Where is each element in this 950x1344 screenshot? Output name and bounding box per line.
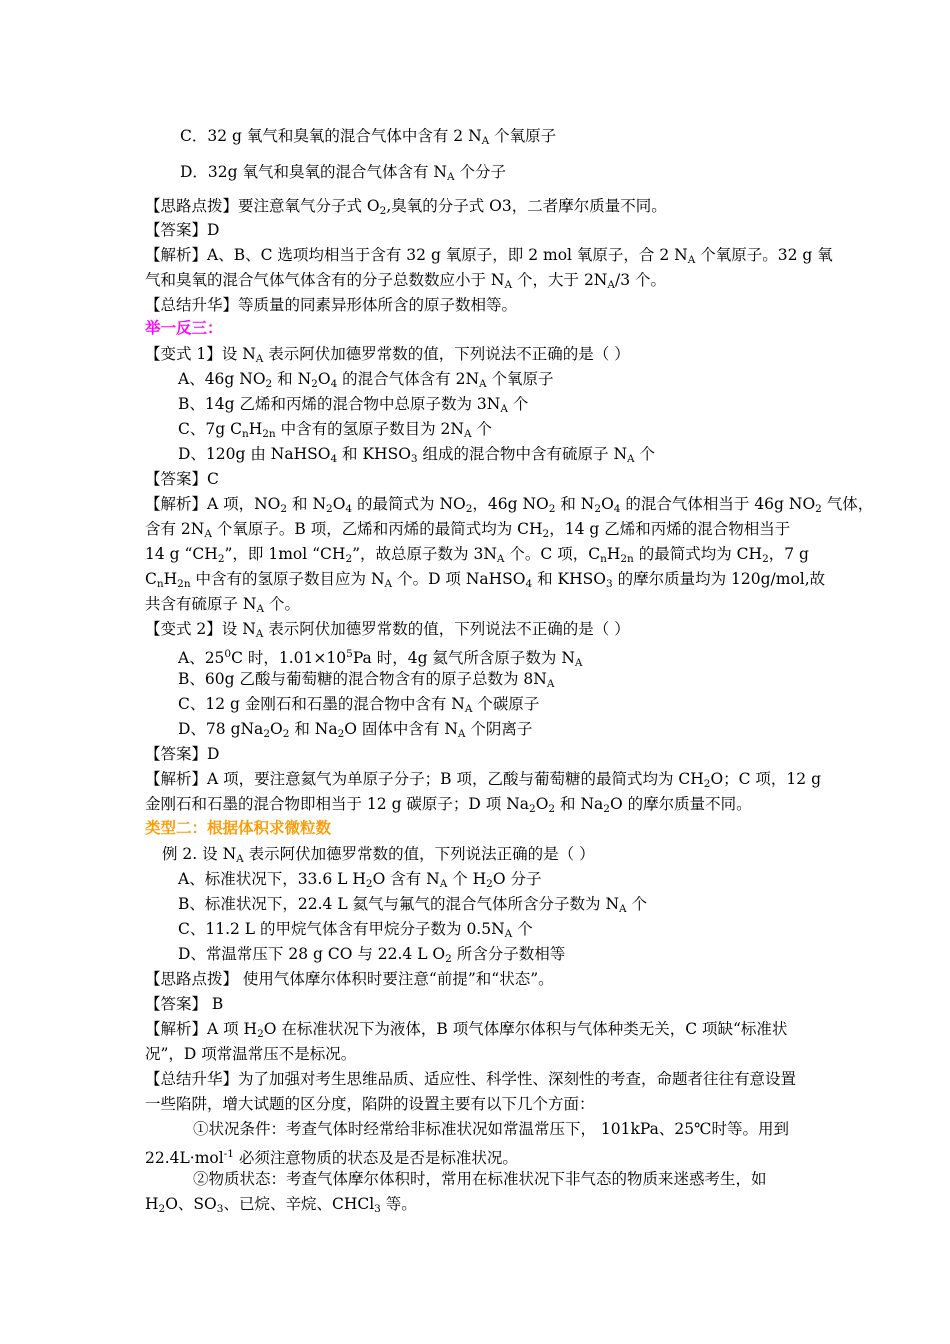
text-run: C、11.2 L 的甲烷气体含有甲烷分子数为 0.5N — [178, 920, 505, 938]
subscript: 2 — [548, 803, 556, 815]
text-line — [145, 1192, 417, 1221]
text-line — [145, 316, 223, 340]
text-run: 和 N — [287, 495, 327, 513]
subscript: 2 — [703, 778, 711, 790]
text-run: ②物质状态：考查气体摩尔体积时，常用在标准状况下非气态的物质来迷惑考生，如 — [193, 1170, 767, 1188]
subscript: n — [156, 578, 164, 590]
subscript: A — [504, 928, 513, 940]
text-run: 表示阿伏加德罗常数的值，下列说法不正确的是（ ） — [263, 620, 630, 638]
subscript: 4 — [525, 578, 533, 590]
text-run: 和 N — [272, 370, 312, 388]
text-line — [145, 1092, 595, 1116]
text-run: 类型二：根据体积求微粒数 — [145, 818, 332, 837]
subscript: n — [600, 553, 607, 565]
subscript: A — [447, 171, 455, 183]
subscript: A — [384, 578, 393, 590]
text-run: O 分子 — [492, 870, 542, 888]
text-run: H — [606, 545, 621, 563]
subscript: 2 — [465, 503, 473, 515]
subscript: 2 — [280, 503, 288, 515]
text-run: 22.4L·mol — [145, 1149, 224, 1167]
text-run: O；C 项，12 g — [710, 770, 822, 788]
text-run: 个 — [512, 920, 533, 938]
text-line — [145, 967, 554, 991]
text-run: 和 KHSO — [532, 570, 606, 588]
superscript: 0 — [224, 648, 232, 660]
text-line — [145, 467, 219, 491]
text-run: B、60g 乙酸与葡萄糖的混合物含有的原子总数为 8N — [178, 670, 547, 688]
text-run: O 在标准状况下为液体，B 项气体摩尔体积与气体种类无关，C 项缺“标准状 — [263, 1020, 788, 1038]
subscript: 2n — [620, 553, 634, 565]
text-run: 【解析】A 项，NO — [145, 495, 281, 513]
text-run: ”，故总原子数为 3N — [352, 545, 497, 563]
text-run: 个。D 项 NaHSO — [392, 570, 526, 588]
text-run: 的摩尔质量均为 120g/mol,故 — [612, 570, 826, 588]
text-run: 3 — [501, 197, 512, 215]
text-run: C、12 g 金刚石和石墨的混合物中含有 N — [178, 695, 465, 713]
text-run: D、78 gNa — [178, 720, 264, 738]
text-run: ，46g NO — [472, 495, 549, 513]
subscript: A — [607, 279, 615, 291]
text-run: 中含有的氢原子数目应为 N — [190, 570, 385, 588]
subscript: A — [464, 703, 473, 715]
subscript: A — [256, 603, 265, 615]
text-run: B、标准状况下，22.4 L 氦气与氟气的混合气体所含分子数为 N — [178, 895, 620, 913]
text-run: 【变式 2】设 N — [145, 620, 256, 638]
superscript: 5 — [346, 648, 353, 660]
text-run: 【解析】A、B、C 选项均相当于含有 32 g 氧原子，即 2 mol 氧原子，合 2 N — [145, 246, 688, 264]
text-run: O 含有 N — [372, 870, 440, 888]
text-run: 个 — [626, 895, 648, 913]
subscript: 3 — [374, 1203, 381, 1215]
subscript: n — [241, 428, 249, 440]
text-line — [145, 194, 667, 223]
text-run: 表示阿伏加德罗常数的值，下列说法正确的是（ ） — [243, 845, 595, 863]
subscript: A — [236, 853, 244, 865]
text-run: 【解析】A 项，要注意氦气为单原子分子；B 项，乙酸与葡萄糖的最简式均为 CH — [145, 770, 704, 788]
text-run: C — [145, 570, 157, 588]
text-line — [145, 1067, 796, 1091]
subscript: 2n — [177, 578, 191, 590]
subscript: 2 — [445, 953, 452, 965]
subscript: 3 — [410, 453, 418, 465]
text-run: B、14g 乙烯和丙烯的混合物中总原子数为 3N — [178, 395, 501, 413]
text-line — [145, 992, 223, 1016]
text-line — [180, 124, 556, 153]
text-run: 气和臭氧的混合气体气体含有的分子总数数应小于 N — [145, 271, 505, 289]
text-line — [193, 1117, 789, 1141]
subscript: 2 — [548, 503, 556, 515]
subscript: 2 — [158, 1203, 166, 1215]
text-run: 和 N — [555, 495, 595, 513]
subscript: A — [627, 453, 635, 465]
subscript: A — [619, 903, 627, 915]
text-run: 个 — [634, 445, 656, 463]
text-run: ”，即 1mol “CH — [224, 545, 346, 563]
subscript: 2 — [379, 205, 387, 217]
text-run: 14 g “CH — [145, 545, 218, 563]
subscript: 2 — [282, 728, 290, 740]
subscript: A — [457, 728, 466, 740]
subscript: 2 — [762, 553, 769, 565]
text-run: O 固体中含有 N — [344, 720, 458, 738]
text-run: C、7g C — [178, 420, 242, 438]
text-run: 金刚石和石墨的混合物即相当于 12 g 碳原子；D 项 Na — [145, 795, 530, 813]
text-run: 【答案】 B — [145, 995, 224, 1013]
text-run: 【变式 1】设 N — [145, 345, 256, 363]
subscript: 2 — [486, 878, 493, 890]
text-run: 【总结升华】为了加强对考生思维品质、适应性、科学性、深刻性的考查，命题者往往有意设置 — [145, 1070, 797, 1088]
text-run: 【答案】D — [145, 221, 220, 239]
text-run: O — [332, 495, 346, 513]
subscript: 2 — [311, 378, 318, 390]
subscript: A — [479, 378, 487, 390]
subscript: 4 — [330, 378, 338, 390]
text-run: O — [535, 795, 549, 813]
text-run: H — [248, 420, 263, 438]
text-run: 个 — [471, 420, 492, 438]
text-run: 的最简式为 NO — [352, 495, 466, 513]
text-run: 共含有硫原子 N — [145, 595, 257, 613]
text-run: A、46g NO — [178, 370, 266, 388]
text-run: D、120g 由 NaHSO — [178, 445, 331, 463]
subscript: A — [255, 628, 264, 640]
text-run: 【解析】A 项 H — [145, 1020, 258, 1038]
text-run: 必须注意物质的状态及是否是标准状况。 — [233, 1149, 518, 1167]
text-run: 例 2. 设 N — [162, 845, 237, 863]
text-line — [193, 1167, 767, 1191]
text-run: 气体， — [821, 495, 874, 513]
text-run: 个。C 项，C — [504, 545, 601, 563]
subscript: A — [500, 403, 508, 415]
text-run: 的最简式均为 CH — [633, 545, 763, 563]
text-run: 中含有的氢原子数目为 2N — [275, 420, 464, 438]
text-line — [145, 816, 331, 840]
text-run: 【答案】C — [145, 470, 219, 488]
text-run: ，二者摩尔质量不同。 — [511, 197, 667, 215]
subscript: 2 — [326, 503, 333, 515]
text-run: 的混合气体含有 2N — [337, 370, 480, 388]
subscript: 2 — [603, 803, 610, 815]
text-run: 一些陷阱，增大试题的区分度，陷阱的设置主要有以下几个方面： — [145, 1095, 595, 1113]
text-line — [145, 293, 517, 317]
text-run: 、已烷、辛烷、CHCl — [223, 1195, 375, 1213]
subscript: 2 — [257, 1028, 264, 1040]
subscript: 4 — [330, 453, 338, 465]
subscript: A — [204, 528, 212, 540]
subscript: A — [546, 678, 555, 690]
subscript: 3 — [605, 578, 613, 590]
subscript: 3 — [216, 1203, 224, 1215]
text-run: ，14 g 乙烯和丙烯的混合物相当于 — [549, 520, 791, 538]
text-run: D、常温常压下 28 g CO 与 22.4 L O — [178, 945, 446, 963]
subscript: 2 — [345, 553, 353, 565]
text-run: 等。 — [380, 1195, 417, 1213]
subscript: 2 — [263, 728, 270, 740]
text-run: 和 Na — [289, 720, 338, 738]
text-run: 表示阿伏加德罗常数的值，下列说法不正确的是（ ） — [263, 345, 630, 363]
subscript: A — [481, 135, 490, 147]
text-line — [178, 717, 532, 746]
subscript: 2 — [542, 528, 550, 540]
text-run: C 时，1.01×10 — [231, 649, 347, 667]
text-run: 个分子 — [454, 163, 507, 181]
subscript: 2 — [217, 553, 225, 565]
subscript: A — [496, 553, 505, 565]
text-run: O、SO — [165, 1195, 217, 1213]
text-run: 个氧原子 — [486, 370, 554, 388]
subscript: 2 — [529, 803, 536, 815]
text-run: 含有 2N — [145, 520, 205, 538]
subscript: 2 — [815, 503, 822, 515]
subscript: 4 — [613, 503, 621, 515]
subscript: 2 — [594, 503, 602, 515]
text-run: C．32 g 氧气和臭氧的混合气体中含有 2 N — [180, 127, 482, 145]
text-run: 的混合气体相当于 46g NO — [620, 495, 816, 513]
text-run: Pa 时，4g 氦气所含原子数为 N — [352, 649, 575, 667]
text-run: A、标准状况下，33.6 L H — [178, 870, 366, 888]
text-run: O — [317, 370, 331, 388]
text-run: 举一反三： — [145, 318, 223, 337]
text-line — [145, 1142, 518, 1170]
text-run: 个氧原子 — [489, 127, 557, 145]
subscript: 2 — [337, 728, 345, 740]
text-run: ，7 g — [768, 545, 809, 563]
subscript: 2 — [365, 878, 373, 890]
text-run: 况”，D 项常温常压不是标况。 — [145, 1045, 357, 1063]
text-line — [180, 160, 506, 189]
subscript: A — [439, 878, 448, 890]
text-run: 个 — [507, 395, 529, 413]
text-line — [178, 442, 655, 471]
text-run: ,臭氧的分子式 O — [386, 197, 502, 215]
subscript: A — [255, 353, 264, 365]
text-run: 个氧原子。32 g 氧 — [695, 246, 833, 264]
subscript: A — [463, 428, 472, 440]
subscript: A — [687, 254, 696, 266]
text-run: 【答案】D — [145, 745, 220, 763]
text-line — [145, 1042, 356, 1066]
text-run: H — [163, 570, 178, 588]
text-run: 个阴离子 — [465, 720, 533, 738]
text-run: 个 H — [447, 870, 487, 888]
text-run: 和 KHSO — [337, 445, 411, 463]
text-run: A、25 — [178, 649, 225, 667]
text-run: O — [270, 720, 283, 738]
superscript: -1 — [223, 1148, 234, 1160]
text-run: 个，大于 2N — [512, 271, 608, 289]
text-run: ①状况条件：考查气体时经常给非标准状况如常温常压下， 101kPa、25℃时等。用到 — [193, 1120, 789, 1138]
text-run: O — [601, 495, 614, 513]
text-run: 【总结升华】等质量的同素异形体所含的原子数相等。 — [145, 296, 518, 314]
text-run: H — [145, 1195, 159, 1213]
text-run: 个。 — [264, 595, 301, 613]
text-run: 个氧原子。B 项，乙烯和丙烯的最简式均为 CH — [211, 520, 543, 538]
text-run: 个碳原子 — [472, 695, 540, 713]
text-run: O 的摩尔质量不同。 — [609, 795, 752, 813]
text-run: 和 Na — [555, 795, 604, 813]
subscript: 2n — [262, 428, 276, 440]
text-run: /3 个。 — [614, 271, 666, 289]
subscript: A — [504, 279, 513, 291]
text-line — [145, 742, 219, 766]
subscript: 4 — [345, 503, 353, 515]
text-run: 所含分子数相等 — [451, 945, 566, 963]
text-line — [145, 218, 219, 242]
text-run: 【思路点拨】要注意氧气分子式 O — [145, 197, 380, 215]
text-run: 【思路点拨】 使用气体摩尔体积时要注意“前提”和“状态”。 — [145, 970, 554, 988]
text-run: 组成的混合物中含有硫原子 N — [417, 445, 628, 463]
subscript: 2 — [265, 378, 273, 390]
text-run: D．32g 氧气和臭氧的混合气体含有 N — [180, 163, 447, 181]
subscript: A — [574, 657, 583, 669]
